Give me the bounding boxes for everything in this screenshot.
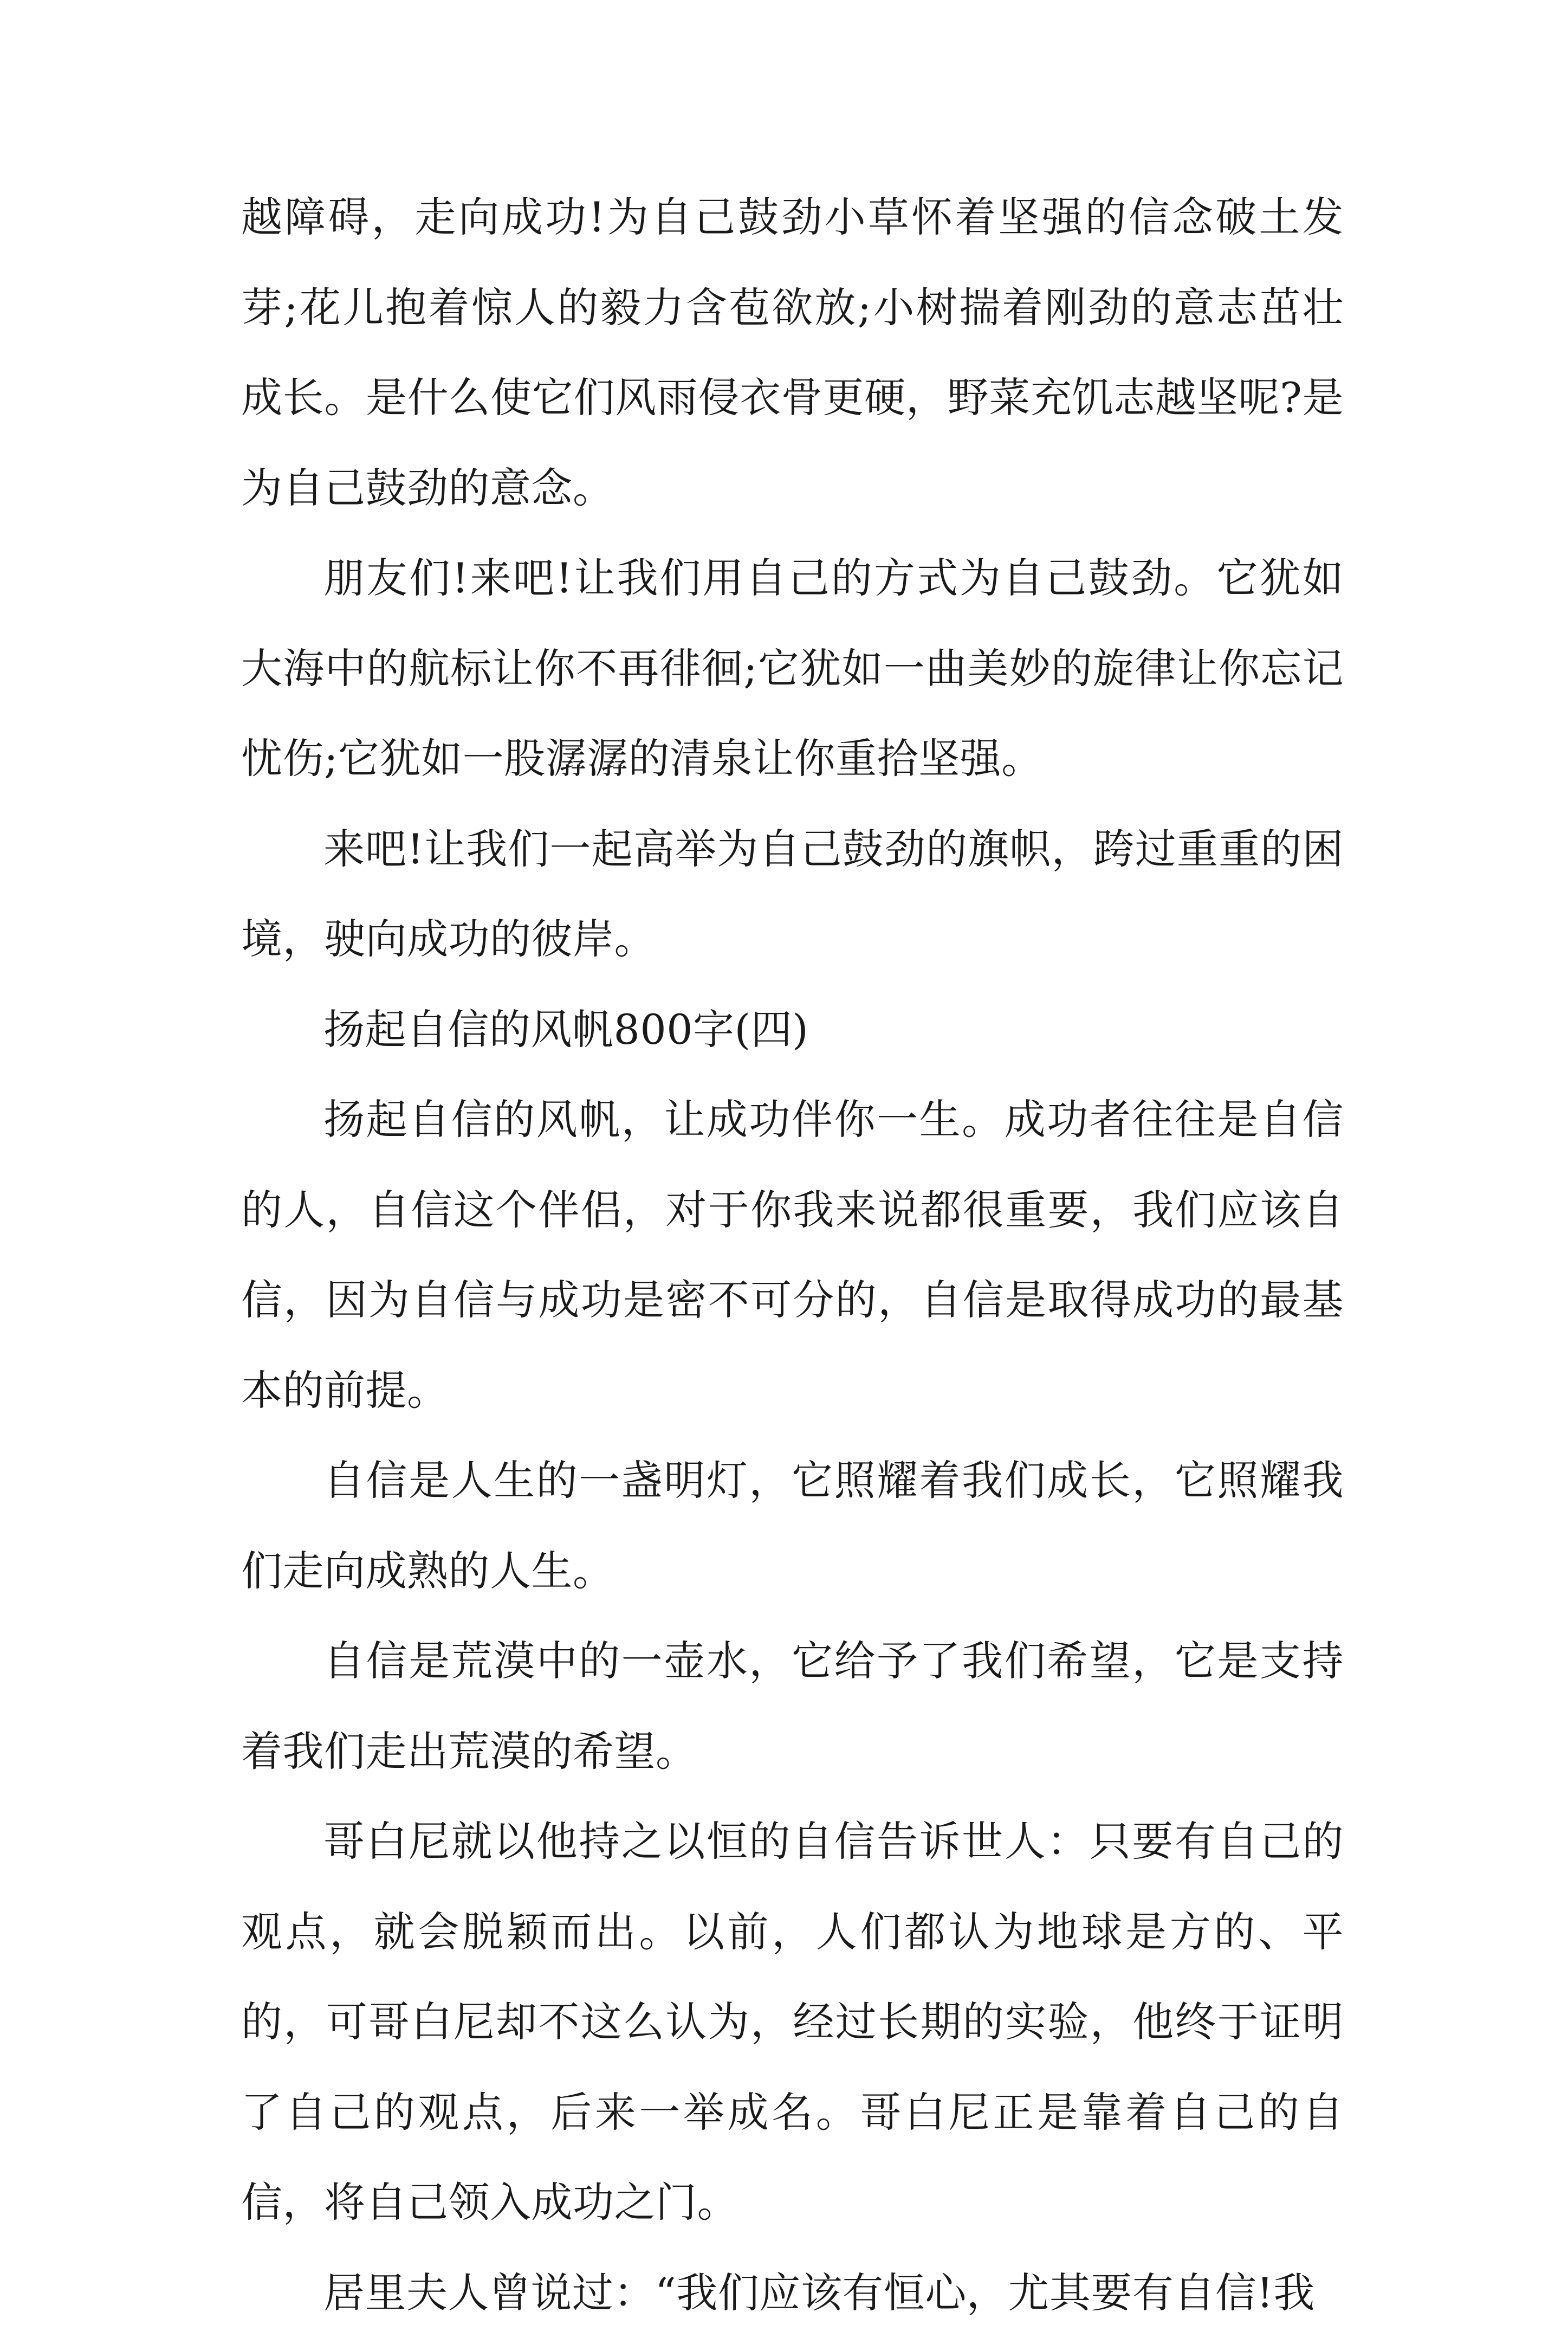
paragraph-4: 扬起自信的风帆，让成功伴你一生。成功者往往是自信的人，自信这个伴侣，对于你我来说都很重要，我们应该自信，因为自信与成功是密不可分的，自信是取得成功的最基本的前提。 [241, 1075, 1344, 1436]
paragraph-3: 来吧!让我们一起高举为自己鼓劲的旗帜，跨过重重的困境，驶向成功的彼岸。 [241, 804, 1344, 985]
paragraph-2: 朋友们!来吧!让我们用自己的方式为自己鼓劲。它犹如大海中的航标让你不再徘徊;它犹如一曲美妙的旋律让你忘记忧伤;它犹如一股潺潺的清泉让你重拾坚强。 [241, 533, 1344, 804]
paragraph-7: 哥白尼就以他持之以恒的自信告诉世人：只要有自己的观点，就会脱颖而出。以前，人们都认为地球是方的、平的，可哥白尼却不这么认为，经过长期的实验，他终于证明了自己的观点，后来一举成名。哥白尼正是靠着自己的自信，将自己领入成功之门。 [241, 1797, 1344, 2248]
paragraph-5: 自信是人生的一盏明灯，它照耀着我们成长，它照耀我们走向成熟的人生。 [241, 1436, 1344, 1616]
paragraph-6: 自信是荒漠中的一壶水，它给予了我们希望，它是支持着我们走出荒漠的希望。 [241, 1616, 1344, 1797]
paragraph-8: 居里夫人曾说过：“我们应该有恒心，尤其要有自信!我 [241, 2248, 1344, 2338]
document-body [241, 172, 1344, 2338]
paragraph-1: 越障碍，走向成功!为自己鼓劲小草怀着坚强的信念破土发芽;花儿抱着惊人的毅力含苞欲放;小树揣着刚劲的意志茁壮成长。是什么使它们风雨侵衣骨更硬，野菜充饥志越坚呢?是为自己鼓劲的意念。 [241, 172, 1344, 533]
section-heading: 扬起自信的风帆800字(四) [241, 985, 1344, 1075]
